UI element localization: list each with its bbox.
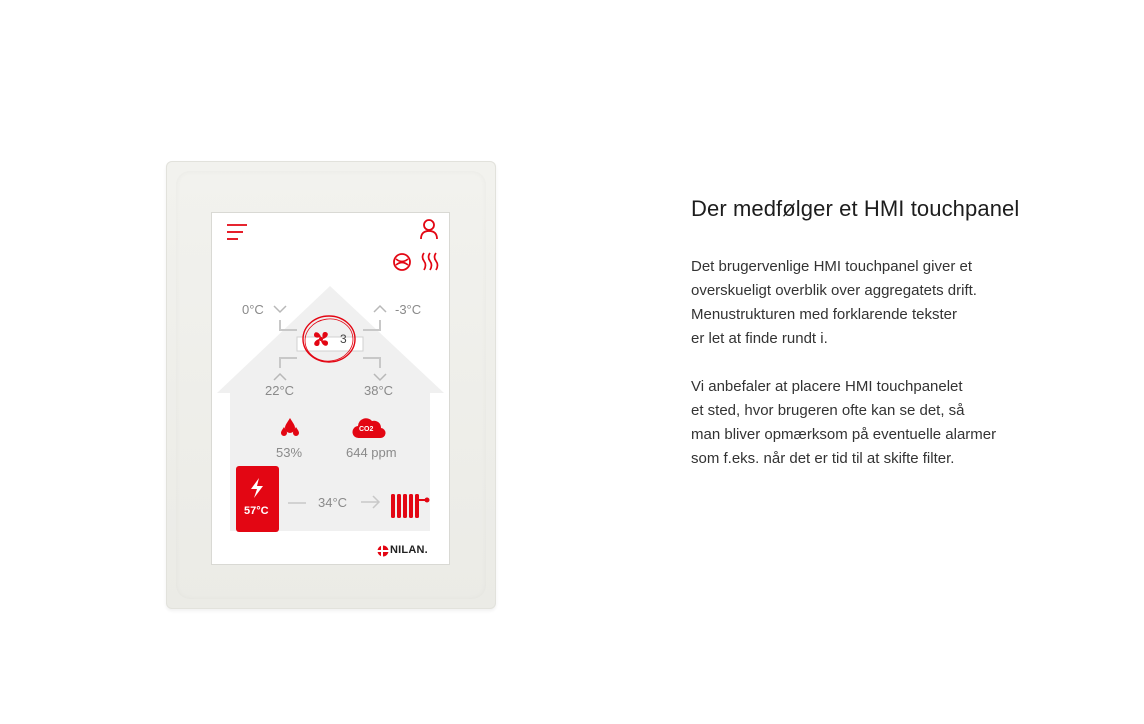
arrow-right-icon [360,494,382,510]
humidity-value: 53% [276,445,303,460]
heater-tile[interactable] [236,466,279,532]
co2-value: 644 ppm [346,445,397,460]
supply-air-temp-label: 22°C [265,383,295,398]
humidity-icon [279,416,301,438]
extract-air-temp-label: 38°C [364,383,394,398]
denmark-flag-icon [377,545,389,557]
radiator-icon [390,492,430,520]
heating-icon[interactable] [419,251,441,273]
lightning-icon [249,477,265,499]
info-paragraph-1: Det brugervenlige HMI touchpanel giver et overskueligt overblik over aggregatets drift. Menustrukturen med forklarende tekster er let at finde rundt i. [691,258,977,347]
user-icon[interactable] [419,218,439,240]
supply-temp-value: 34°C [318,495,348,510]
menu-icon[interactable] [226,222,248,242]
co2-badge-text: CO2 [359,426,374,433]
hmi-device [166,161,496,609]
compressor-icon[interactable] [392,252,412,272]
info-section [691,196,1111,471]
fan-speed-button[interactable] [298,312,360,366]
touch-screen[interactable] [211,212,450,565]
info-heading: Der medfølger et HMI touchpanel [691,196,1020,221]
fan-icon [311,329,331,349]
fan-level-value: 3 [340,332,347,346]
exhaust-temp-label: -3°C [395,302,422,317]
info-paragraph-2: Vi anbefaler at placere HMI touchpanelet et sted, hvor brugeren ofte kan se det, så man bliver opmærksom på eventuelle alarmer som f.eks. når det er tid til at skifte filter. [691,378,997,467]
brand-name: NILAN. [390,544,428,556]
outdoor-temp-label: 0°C [242,302,264,317]
heater-temp-value: 57°C [244,505,269,517]
co2-cloud-icon [352,417,386,439]
supply-line [288,501,308,505]
